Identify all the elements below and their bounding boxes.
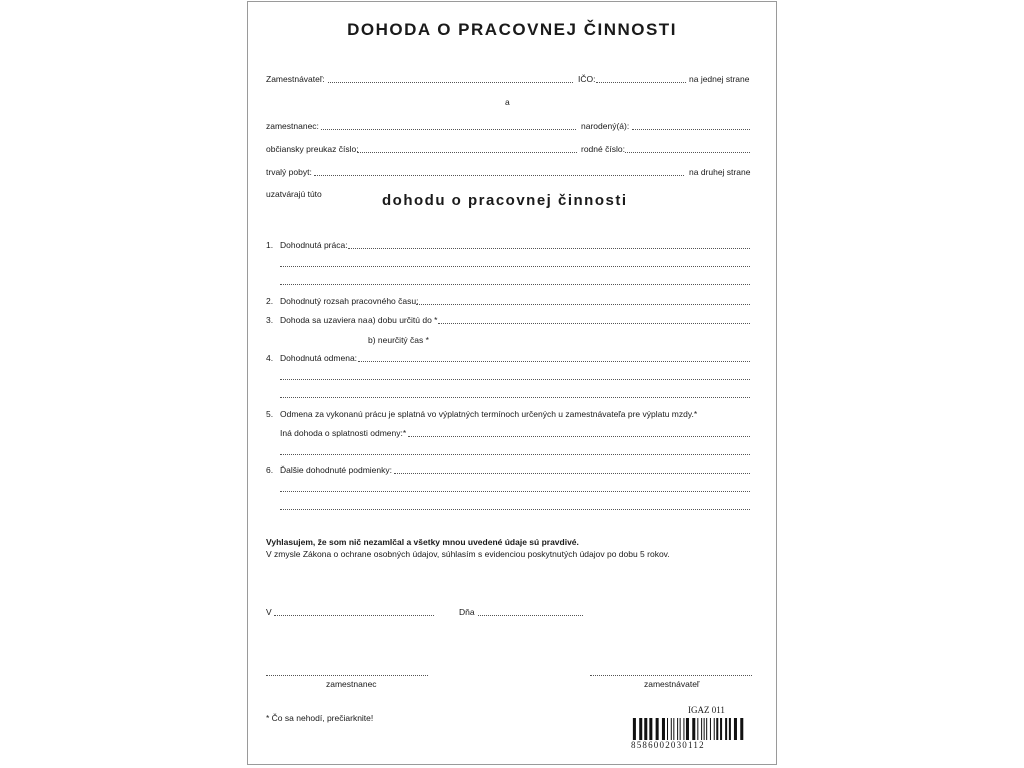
barcode-bar xyxy=(680,718,681,740)
item-4-number: 4. xyxy=(266,353,274,363)
employee-field[interactable] xyxy=(321,129,576,130)
and-label: a xyxy=(505,97,510,107)
declaration-statement: Vyhlasujem, že som nič nezamlčal a všetky mnou uvedené údaje sú pravdivé. xyxy=(266,537,579,547)
barcode-bar xyxy=(714,718,715,740)
item-5-other-label: Iná dohoda o splatnosti odmeny:* xyxy=(280,428,407,438)
item-1-number: 1. xyxy=(266,240,274,250)
date-label: Dňa xyxy=(459,607,475,617)
form-sheet xyxy=(247,1,777,765)
date-field[interactable] xyxy=(478,615,583,616)
barcode-bar xyxy=(662,718,665,740)
item-2-field[interactable] xyxy=(416,304,750,305)
item-6-field[interactable] xyxy=(394,473,750,474)
item-3-date-field[interactable] xyxy=(438,323,750,324)
item-1-field[interactable] xyxy=(348,248,750,249)
barcode-bar xyxy=(692,718,695,740)
item-5-number: 5. xyxy=(266,409,274,419)
item-3-number: 3. xyxy=(266,315,274,325)
born-field[interactable] xyxy=(632,129,750,130)
item-1-field-line3[interactable] xyxy=(280,284,750,285)
item-5-text: Odmena za vykonanú prácu je splatná vo výplatných termínoch určených u zamestnávateľa pre výplatu mzdy.* xyxy=(280,409,698,419)
barcode-bar xyxy=(686,718,689,740)
barcode-bar xyxy=(740,718,743,740)
form-code: IGAZ 011 xyxy=(688,705,725,715)
residence-label: trvalý pobyt: xyxy=(266,167,312,177)
employee-signature-line[interactable] xyxy=(266,675,428,676)
employer-label: Zamestnávateľ: xyxy=(266,74,325,84)
employee-signature-label: zamestnanec xyxy=(326,679,377,689)
item-5-other-field[interactable] xyxy=(408,436,750,437)
item-4-field-line3[interactable] xyxy=(280,397,750,398)
barcode-bar xyxy=(725,718,727,740)
place-label: V xyxy=(266,607,272,617)
barcode-bar xyxy=(667,718,668,740)
barcode-bar xyxy=(671,718,672,740)
barcode-bar xyxy=(704,718,705,740)
item-6-field-line3[interactable] xyxy=(280,509,750,510)
barcode xyxy=(631,718,751,740)
item-6-number: 6. xyxy=(266,465,274,475)
item-3-option-a[interactable]: a) dobu určitú do * xyxy=(368,315,438,325)
barcode-bar xyxy=(673,718,674,740)
item-6-label: Ďalšie dohodnuté podmienky: xyxy=(280,465,392,475)
barcode-digits: 8586002030112 xyxy=(631,740,705,750)
employer-field[interactable] xyxy=(328,82,573,83)
barcode-bar xyxy=(639,718,642,740)
employer-signature-line[interactable] xyxy=(590,675,752,676)
item-3-label: Dohoda sa uzaviera na xyxy=(280,315,368,325)
data-protection-consent: V zmysle Zákona o ochrane osobných údajov, súhlasím s evidenciou poskytnutých údajov po dobu 5 rokov. xyxy=(266,549,670,559)
place-field[interactable] xyxy=(274,615,434,616)
item-2-number: 2. xyxy=(266,296,274,306)
item-4-field[interactable] xyxy=(358,361,750,362)
id-card-field[interactable] xyxy=(357,152,577,153)
item-1-label: Dohodnutá práca: xyxy=(280,240,348,250)
item-6-field-line2[interactable] xyxy=(280,491,750,492)
id-card-label: občiansky preukaz číslo: xyxy=(266,144,359,154)
barcode-bar xyxy=(683,718,684,740)
barcode-bar xyxy=(656,718,659,740)
ico-field[interactable] xyxy=(596,82,686,83)
item-3-option-b[interactable]: b) neurčitý čas * xyxy=(368,335,429,345)
one-side-label: na jednej strane xyxy=(689,74,750,84)
employer-signature-label: zamestnávateľ xyxy=(644,679,700,689)
item-1-field-line2[interactable] xyxy=(280,266,750,267)
footnote: * Čo sa nehodí, prečiarknite! xyxy=(266,713,374,723)
document-subtitle: dohodu o pracovnej činnosti xyxy=(382,192,628,209)
barcode-bar xyxy=(697,718,698,740)
barcode-bar xyxy=(729,718,731,740)
barcode-bars xyxy=(631,718,751,740)
barcode-bar xyxy=(701,718,702,740)
barcode-bar xyxy=(644,718,647,740)
barcode-bar xyxy=(716,718,718,740)
ico-label: IČO: xyxy=(578,74,596,84)
item-4-field-line2[interactable] xyxy=(280,379,750,380)
residence-field[interactable] xyxy=(314,175,684,176)
barcode-bar xyxy=(734,718,737,740)
barcode-bar xyxy=(720,718,722,740)
item-4-label: Dohodnutá odmena: xyxy=(280,353,358,363)
item-5-field-line2[interactable] xyxy=(280,454,750,455)
barcode-bar xyxy=(649,718,652,740)
born-label: narodený(á): xyxy=(581,121,630,131)
other-side-label: na druhej strane xyxy=(689,167,751,177)
barcode-bar xyxy=(633,718,636,740)
item-2-label: Dohodnutý rozsah pracovného času: xyxy=(280,296,419,306)
barcode-bar xyxy=(677,718,678,740)
concluding-label: uzatvárajú túto xyxy=(266,189,322,199)
document-title: DOHODA O PRACOVNEJ ČINNOSTI xyxy=(347,20,677,39)
birth-number-field[interactable] xyxy=(625,152,750,153)
barcode-bar xyxy=(706,718,707,740)
barcode-bar xyxy=(710,718,711,740)
birth-number-label: rodné číslo: xyxy=(581,144,625,154)
employee-label: zamestnanec: xyxy=(266,121,319,131)
